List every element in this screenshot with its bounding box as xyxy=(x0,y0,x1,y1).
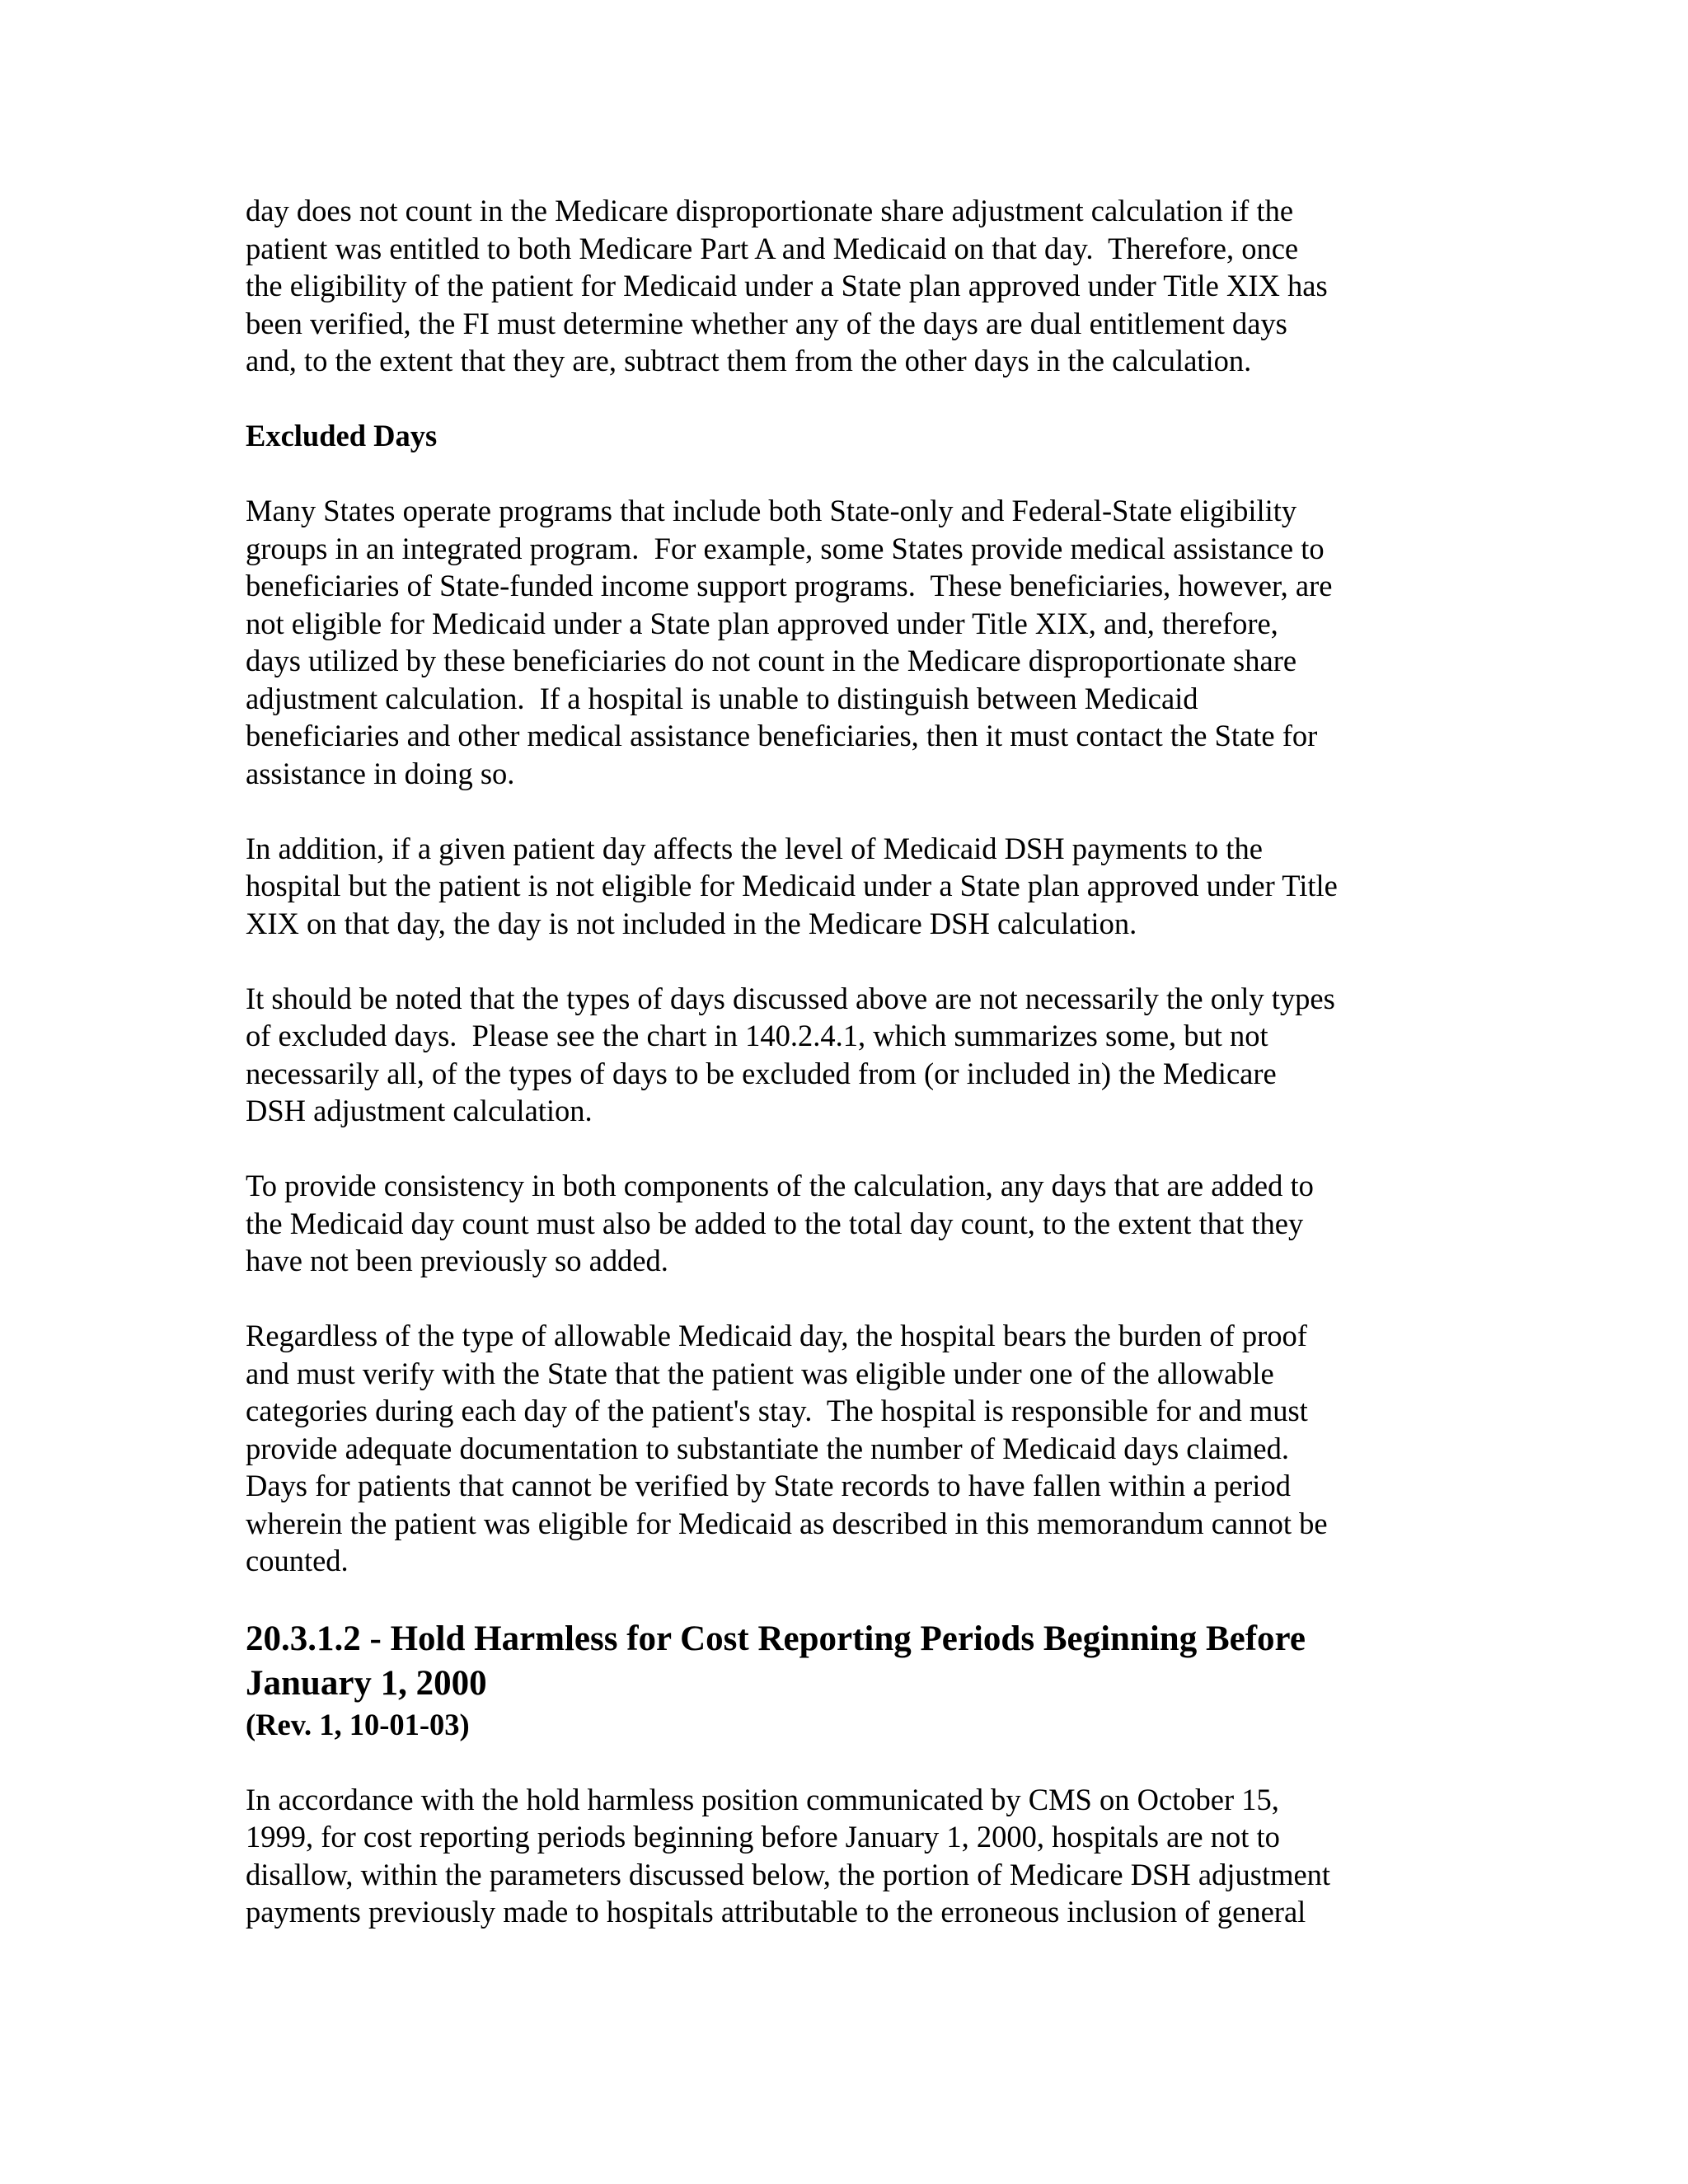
body-paragraph-consistency: To provide consistency in both components of the calculation, any days that are added to the Medicaid day count must also be added to the total day count, to the extent that they have not been previously so added. xyxy=(246,1169,1314,1277)
body-paragraph-state-programs: Many States operate programs that include both State-only and Federal-State eligibility groups in an integrated program. For example, some States provide medical assistance to beneficiaries of State-funded income support programs. These beneficiaries, however, are not eligible for Medicaid under a State plan approved under Title XIX, and, therefore, days utilized by these beneficiaries do not count in the Medicare disproportionate share adjustment calculation. If a hospital is unable to distinguish between Medicaid beneficiaries and other medical assistance beneficiaries, then it must contact the State for assistance in doing so. xyxy=(246,494,1333,790)
body-paragraph-medicaid-dsh: In addition, if a given patient day affects the level of Medicaid DSH payments to the hospital but the patient is not eligible for Medicaid under a State plan approved under Title XIX on that day, the day is not included in the Medicare DSH calculation. xyxy=(246,831,1338,940)
body-paragraph-dual-entitlement: day does not count in the Medicare disproportionate share adjustment calculation if the patient was entitled to both Medicare Part A and Medicaid on that day. Therefore, once the eligibility of the patient for Medicaid under a State plan approved under Title XIX has been verified, the FI must determine whether any of the days are dual entitlement days and, to the extent that they are, subtract them from the other days in the calculation. xyxy=(246,194,1328,377)
body-paragraph-excluded-types: It should be noted that the types of days discussed above are not necessarily the only types of excluded days. Please see the chart in 140.2.4.1, which summarizes some, but not necessarily all, of the types of days to be excluded from (or included in) the Medicare DSH adjustment calculation. xyxy=(246,981,1335,1127)
document-body xyxy=(246,192,1457,1968)
body-paragraph-burden-of-proof: Regardless of the type of allowable Medicaid day, the hospital bears the burden of proof and must verify with the State that the patient was eligible under one of the allowable categories during each day of the patient's stay. The hospital is responsible for and must provide adequate documentation to substantiate the number of Medicaid days claimed. Days for patients that cannot be verified by State records to have fallen within a period wherein the patient was eligible for Medicaid as described in this memorandum cannot be counted. xyxy=(246,1319,1328,1577)
section-heading xyxy=(246,1617,1457,1706)
body-paragraph-hold-harmless: In accordance with the hold harmless position communicated by CMS on October 15, 1999, for cost reporting periods beginning before January 1, 2000, hospitals are not to disallow, within the parameters discussed below, the portion of Medicare DSH adjustment payments previously made to hospitals attributable to the erroneous inclusion of general xyxy=(246,1782,1331,1929)
section-title-text: 20.3.1.2 - Hold Harmless for Cost Reporting Periods Beginning Before January 1, 2000 xyxy=(246,1619,1306,1703)
subheading-excluded-days: Excluded Days xyxy=(246,419,438,452)
section-revision-note: (Rev. 1, 10-01-03) xyxy=(246,1708,470,1741)
